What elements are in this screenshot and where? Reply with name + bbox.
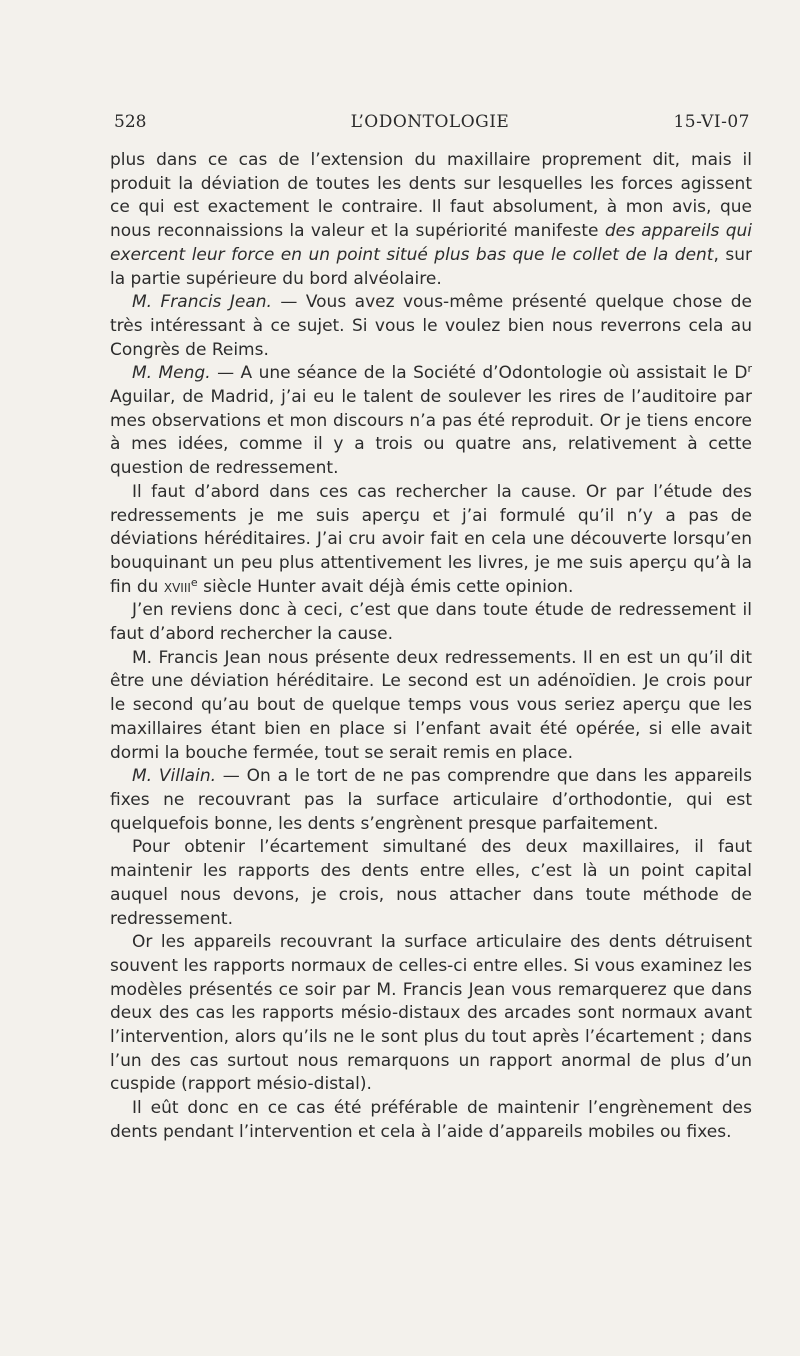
- century-numeral: xviii: [163, 576, 191, 597]
- paragraph-4: [110, 481, 752, 600]
- text: — A une séance de la Société d’Odontologie où assistait le D: [210, 363, 748, 384]
- paragraph-3: [110, 362, 752, 481]
- text: — On a le tort de ne pas comprendre que dans les appareils fixes ne recouvrant pas la surface articulaire d’orthodontie, qui est quelquefois bonne, les dents s’engrènent presque parfaitement.: [110, 766, 752, 834]
- speaker-name: M. Francis Jean.: [132, 292, 272, 313]
- journal-title: L’ODONTOLOGIE: [350, 112, 510, 132]
- speaker-name: M. Meng.: [132, 363, 211, 384]
- issue-date: 15-VI-07: [673, 112, 750, 132]
- article-body: [110, 149, 752, 1145]
- superscript: r: [747, 362, 753, 376]
- text: plus dans ce cas de l’extension du maxillaire proprement dit, mais il produit la déviation de toutes les dents sur lesquelles les forces agissent ce qui est exactement le contraire. Il faut absolument, à mon avis, que nous reconnaissions la valeur et la supériorité manifeste: [110, 150, 752, 242]
- paragraph-8: Pour obtenir l’écartement simultané des deux maxillaires, il faut maintenir les rapports des dents entre elles, c’est là un point capital auquel nous devons, je crois, nous attacher dans toute méthode de redressement.: [110, 837, 752, 929]
- text: — Vous avez vous-même présenté quelque chose de très intéressant à ce sujet. Si vous le voulez bien nous reverrons cela au Congrès de Reims.: [110, 292, 752, 360]
- speaker-name: M. Villain.: [132, 766, 216, 787]
- paragraph-6: M. Francis Jean nous présente deux redressements. Il en est un qu’il dit être une déviation héréditaire. Le second est un adénoïdien. Je crois pour le second qu’au bout de quelque temps vous vous seriez aperçu que les maxillaires étant bien en place si l’enfant avait été opérée, si elle avait dormi la bouche fermée, tout se serait remis en place.: [110, 647, 752, 763]
- text: Il faut d’abord dans ces cas rechercher la cause. Or par l’étude des redressements je me suis aperçu et j’ai formulé qu’il n’y a pas de déviations héréditaires. J’ai cru avoir fait en cela une découverte lorsqu’en bouquinant un peu plus attentivement les livres, je me suis aperçu qu’à la fin du: [110, 481, 752, 597]
- text: Aguilar, de Madrid, j’ai eu le talent de soulever les rires de l’auditoire par mes observations et mon discours n’a pas été reproduit. Or je tiens encore à mes idées, comme il y a trois ou quatre ans, relativement à cette question de redressement.: [110, 387, 752, 479]
- paragraph-1: [110, 149, 752, 291]
- emphasis: des appareils qui exercent leur force en un point situé plus bas que le collet de la dent: [110, 221, 752, 265]
- paragraph-10: Il eût donc en ce cas été préférable de maintenir l’engrènement des dents pendant l’intervention et cela à l’aide d’appareils mobiles ou fixes.: [110, 1098, 752, 1142]
- paragraph-7: [110, 765, 752, 836]
- paragraph-2: [110, 291, 752, 362]
- paragraph-9: Or les appareils recouvrant la surface articulaire des dents détruisent souvent les rapports normaux de celles-ci entre elles. Si vous examinez les modèles présentés ce soir par M. Francis Jean vous remarquerez que dans deux des cas les rapports mésio-distaux des arcades sont normaux avant l’intervention, alors qu’ils ne le sont plus du tout après l’écartement ; dans l’un des cas surtout nous remarquons un rapport anormal de plus d’un cuspide (rapport mésio-distal).: [110, 932, 752, 1095]
- text: , sur la partie supérieure du bord alvéolaire.: [110, 244, 752, 289]
- running-header: [110, 112, 750, 140]
- page-number: 528: [114, 112, 147, 132]
- paragraph-5: J’en reviens donc à ceci, c’est que dans toute étude de redressement il faut d’abord rechercher la cause.: [110, 600, 752, 645]
- superscript: e: [190, 575, 198, 589]
- text: siècle Hunter avait déjà émis cette opinion.: [197, 576, 574, 597]
